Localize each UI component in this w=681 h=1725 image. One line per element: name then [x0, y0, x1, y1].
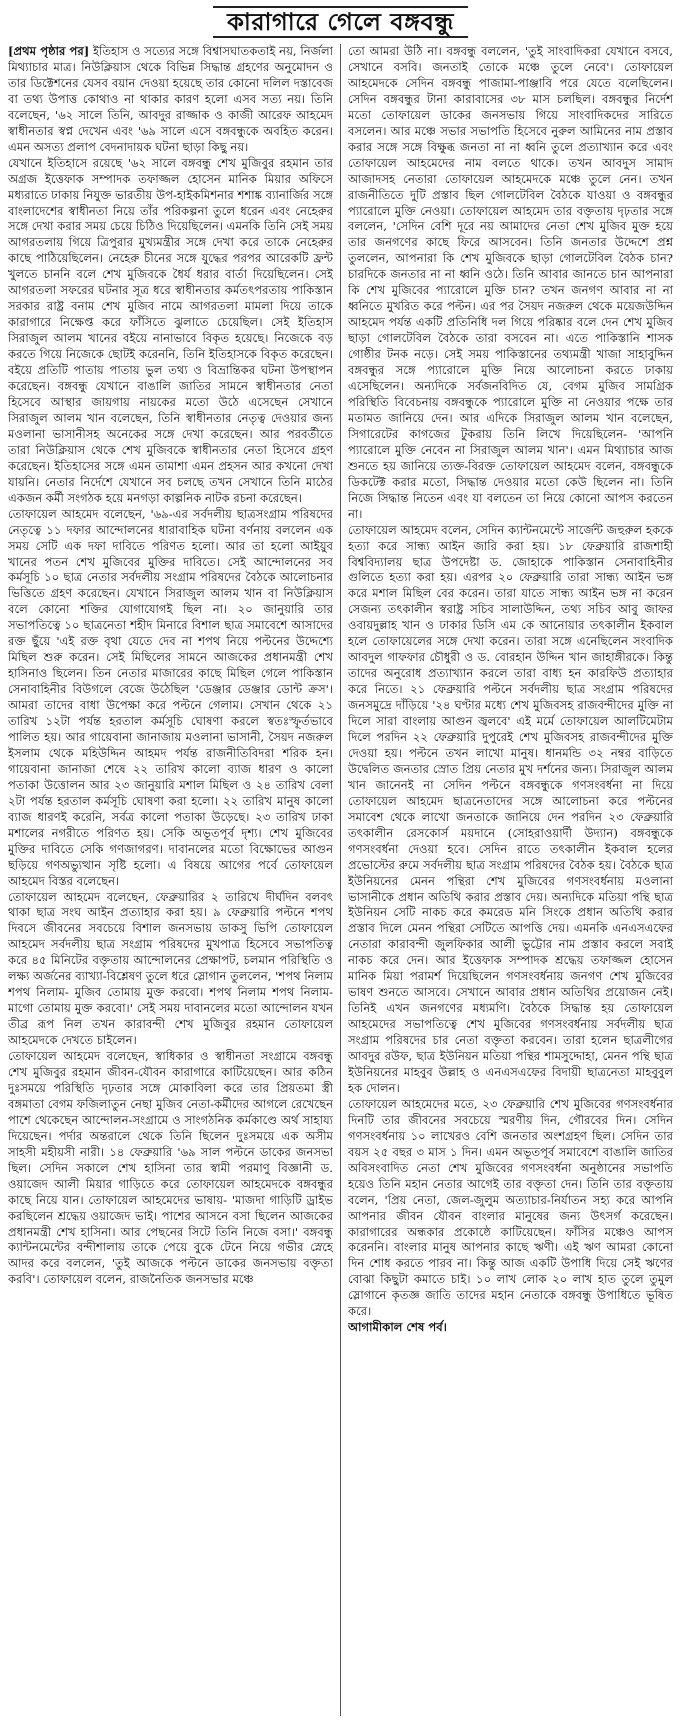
left-column — [8, 44, 333, 1716]
paragraph: তো আমরা উঠি না। বঙ্গবন্ধু বললেন, 'তুই সাংবাদিকরা যেখানে বসবে, সেখানে বসবি। জনতাই তোকে মঞ্চে তুলে নেবে'। তোফায়েল আহমেদকে সেদিন বঙ্গবন্ধু পাজামা-পাঞ্জাবি পরে যেতে বলেছিলেন। সেদিন বঙ্গবন্ধুর টানা কারাবাসের ৩৮ মাস চলছিল। বঙ্গবন্ধুর নির্দেশ মতো তোফায়েল ডাকের জনসভায় গিয়ে সাংবাদিকদের সারিতে বসলেন। আর মঞ্চে সভার সভাপতি হিসেবে নুরুল আমিনের নাম প্রস্তাব করার সঙ্গে সঙ্গে বিক্ষুব্ধ জনতা না না ধ্বনি তুলে প্রত্যাখ্যান করে এবং তোফায়েল আহমেদের নাম বলতে থাকে। তখন আবদুস সামাদ আজাদসহ নেতারা তোফায়েল আহমেদকে মঞ্চে তুলে নেন। তখন রাজনীতিতে দুটি প্রস্তাব ছিল গোলটেবিল বৈঠকে যাওয়া ও বঙ্গবন্ধুর প্যারোলে মুক্তি নেওয়া। তোফায়েল আহমেদ তার বক্তৃতায় দৃঢ়তার সঙ্গে বললেন, 'সেদিন বেশি দূরে নয় আমাদের নেতা শেখ মুজিব মুক্ত হয়ে তার জনগণের কাছে ফিরে আসবেন। তিনি জনতার উদ্দেশে প্রশ্ন তুললেন, আপনারা কি শেখ মুজিবকে ছাড়া গোলটেবিল বৈঠক চান? চারদিকে জনতার না না ধ্বনি ওঠে। তিনি আবার জানতে চান আপনারা কি শেখ মুজিবের প্যারোলে মুক্তি চান? তখন জনগণ আবার না না ধ্বনিতে মুখরিত করে পল্টন। এর পর সৈয়দ নজরুল থেকে ময়েজউদ্দিন আহমেদ পর্যন্ত একটি প্রতিনিধি দল গিয়ে পরিষ্কার বলে দেন শেখ মুজিব ছাড়া গোলটেবিল বৈঠকে তারা বসবেন না। এতে পাকিস্তানি শাসক গোষ্ঠীর টনক নড়ে। সেই সময় পাকিস্তানের তথ্যমন্ত্রী খাজা সাহাবুদ্দিন বঙ্গবন্ধুর সঙ্গে প্যারোলে মুক্তি নিয়ে আলোচনা করতে ঢাকায় এসেছিলেন। অন্যদিকে সর্বজনবিদিত যে, বেগম মুজিব সামগ্রিক পরিস্থিতি বিবেচনায় বঙ্গবন্ধুকে প্যারোলে মুক্তি না নেওয়ার পক্ষে তার মতামত জানিয়ে দেন। আর এদিকে সিরাজুল আলম খান বলেছেন, সিগারেটের কাগজের টুকরায় তিনি লিখে দিয়েছিলেন- 'আপনি প্যারোলে মুক্তি নেবেন না সিরাজুল আলম খান'। এমন মিথ্যাচার আজ শুনতে হয় জানিয়ে ত্যক্ত-বিরক্ত তোফায়েল আহমেদ বলেন, বঙ্গবন্ধুকে ডিকটেক্ট করার মতো, সিদ্ধান্ত দেওয়ার মতো কেউ ছিলেন না। তিনি নিজে সিদ্ধান্ত নিতেন এবং যা বলতেন তা নিয়ে কোনো আপস করতেন না। — [348, 44, 673, 521]
paragraph: তোফায়েল আহমেদের মতে, ২৩ ফেব্রুয়ারি শেখ মুজিবের গণসংবর্ধনার দিনটি তার জীবনের সবচেয়ে স্মরণীয় দিন, গৌরবের দিন। সেদিন গণসংবর্ধনায় ১০ লাখেরও বেশি জনতার অংশগ্রহণ ছিল। সেদিন তার বয়স ২৫ বছর ৩ মাস ১ দিন। এমন অভূতপূর্ব সমাবেশে বাঙালি জাতির অবিসংবাদিত নেতা শেখ মুজিবের গণসংবর্ধনা অনুষ্ঠানের সভাপতি হয়েও তিনি মহান নেতার আগেই তার বক্তৃতা দেন। তিনি তার বক্তৃতায় বলেন, 'প্রিয় নেতা, জেল-জুলুম অত্যাচার-নির্যাতন সহ্য করে আপনি আপনার জীবন যৌবন বাংলার মানুষের জন্য উৎসর্গ করেছেন। কারাগারের অন্ধকার প্রকোষ্ঠে কাটিয়েছেন। ফাঁসির মঞ্চেও আপস করেননি। বাংলার মানুষ আপনার কাছে ঋণী। এই ঋণ আমরা কোনো দিন শোধ করতে পারব না। কিন্তু আজ একটি উপাধি দিয়ে সেই ঋণের বোঝা কিছুটা কমাতে চাই। ১০ লাখ লোক ২০ লাখ হাত তুলে তুমুল স্লোগানে কৃতজ্ঞ জাতি তাদের মহান নেতাকে বঙ্গবন্ধু উপাধিতে ভূষিত করে। — [348, 1096, 673, 1319]
paragraph — [8, 44, 333, 156]
article-headline: কারাগারে গেলে বঙ্গবন্ধু — [213, 6, 468, 38]
continued-note: আগামীকাল শেষ পর্ব। — [348, 1320, 447, 1335]
paragraph-text: ইতিহাস ও সত্যের সঙ্গে বিশ্বাসঘাতকতাই নয়, নির্জলা মিথ্যাচার মাত্র। নিউক্লিয়াস থেকে বিভিন্ন সিদ্ধান্ত গ্রহণের অনুমোদন ও তার ডিক্টেশনের যেসব বয়ান দেওয়া হয়েছে তার কোনো দলিল দস্তাবেজ বা তথ্য উপাত্ত কোথাও না থাকার কারণ হলো এসব সত্য নয়। তিনি বলেছেন, '৬২ সালে তিনি, আবদুর রাজ্জাক ও কাজী আরেফ আহমেদ স্বাধীনতার স্বপ্ন দেখেন এবং '৬৯ সালে এসে বঙ্গবন্ধুকে অবহিত করেন। এমন অসত্য প্রলাপ বেদনাদায়ক ঘটনা ছাড়া কিছু নয়। — [8, 44, 333, 154]
paragraph: যেখানে ইতিহাসে রয়েছে '৬২ সালে বঙ্গবন্ধু শেখ মুজিবুর রহমান তার অগ্রজ ইত্তেফাক সম্পাদক তফাজ্জল হোসেন মানিক মিয়ার অফিসে মধ্যরাতে ঢাকায় নিযুক্ত ভারতীয় উপ-হাইকমিশনার শশাঙ্ক ব্যানার্জির সঙ্গে বাংলাদেশের স্বাধীনতা নিয়ে তাঁর পরিকল্পনা তুলে ধরেন এবং নেহেরুর সঙ্গে দেখা করার সময় চেয়ে চিঠিও দিয়েছিলেন। এমনকি তিনি সেই সময় আগরতলায় গিয়ে ত্রিপুরার মুখ্যমন্ত্রীর সঙ্গে দেখা করে তাকে নেহেরুর কাছে পাঠিয়েছিলেন। নেহেরু চীনের সঙ্গে যুদ্ধের পরপর আরেকটি ফ্রন্ট খুলতে চাননি বলে শেখ মুজিবকে ধৈর্য ধরার বার্তা দিয়েছিলেন। সেই আগরতলা সফরের ঘটনার সূত্র ধরে স্বাধীনতার কর্মতৎপরতায় পাকিস্তান সরকার রাষ্ট্র বনাম শেখ মুজিব নামে আগরতলা মামলা দিয়ে তাকে কারাগারে নিক্ষেপ্ত করে ফাঁসিতে ঝুলাতে চেয়েছিল। সেই ইতিহাস সিরাজুল আলম খানের বইয়ে নানাভাবে বিকৃত হয়েছে। নিজেকে বড় করতে গিয়ে নিজেকে ছোটই করেননি, তিনি ইতিহাসকে বিকৃত করেছেন। বইয়ে প্রতিটি পাতায় পাতায় ভুল তথ্য ও বিভ্রান্তিকর ঘটনা উপস্থাপন করেছেন। বঙ্গবন্ধু যেখানে বাঙালি জাতির সামনে স্বাধীনতার নেতা হিসেবে আস্থার জায়গায় নায়কের মতো উঠে এসেছেন সেখানে সিরাজুল আলম খান বলেছেন, তিনি স্বাধীনতার নেতৃত্ব দেওয়ার জন্য মওলানা ভাসানীসহ অনেকের সঙ্গে দেখা করেছেন। আর পরবর্তীতে তারা নিউক্লিয়াস থেকে শেখ মুজিবকে স্বাধীনতার নেতা হিসেবে গ্রহণ করেছেন। ইতিহাসের সঙ্গে এমন তামাশা এমন প্রহসন আর কখনো দেখা যায়নি। নেতার নির্দেশে যেখানে সব চলছে তখন সেখানে তিনি মাঠের একজন কর্মী সংগঠক হয়ে মনগড়া কাল্পনিক নাটক রচনা করেছেন। — [8, 155, 333, 505]
column-divider — [340, 44, 341, 1716]
article-columns — [8, 44, 673, 1716]
right-column — [348, 44, 673, 1716]
paragraph: তোফায়েল আহমেদ বলেছেন, স্বাধিকার ও স্বাধীনতা সংগ্রামে বঙ্গবন্ধু শেখ মুজিবুর রহমান জীবন-যৌবন কারাগারে কাটিয়েছেন। আর কঠিন দুঃসময়ে পরিস্থিতি দৃঢ়তার সঙ্গে মোকাবিলা করে তার প্রিয়তমা স্ত্রী বঙ্গমাতা বেগম ফজিলাতুন নেছা মুজিব নেতা-কর্মীদের আগলে রেখেছেন পাশে থেকেছেন আন্দোলন-সংগ্রামে ও সাংগঠনিক কর্মকাণ্ডে অর্থ সাহায্য দিয়েছেন। পর্দার অন্তরালে থেকে তিনি ছিলেন দুঃসময়ে এক অসীম সাহসী মহীয়সী নারী। ১৪ ফেব্রুয়ারি '৬৯ সাল পল্টনে ডাকের জনসভা ছিল। সেদিন সকালে শেখ হাসিনা তার স্বামী পরমাণু বিজ্ঞানী ড. ওয়াজেদ আলী মিয়ার গাড়িতে করে তোফায়েল আহমেদকে বঙ্গবন্ধুর কাছে নিয়ে যান। তোফায়েল আহমেদের ভাষায়- 'মাজদা গাড়িটি ড্রাইভ করছিলেন শ্রদ্ধেয় ওয়াজেদ ভাই। পাশের আসনে বসা ছিলেন আজকের প্রধানমন্ত্রী শেখ হাসিনা। আর পেছনের সিটে তিনি নিজে বসা।' বঙ্গবন্ধু ক্যান্টনমেন্টের বন্দীশালায় তাকে পেয়ে বুকে টেনে নিয়ে গভীর স্নেহে আদর করে বললেন, 'তুই আজকে পল্টনে ডাকের জনসভায় বক্তৃতা করবি'। তোফায়েল বলেন, রাজনৈতিক জনসভার মঞ্চে — [8, 1049, 333, 1287]
headline-wrap — [8, 6, 673, 40]
paragraph: তোফায়েল আহমেদ বলেছেন, ফেব্রুয়ারির ২ তারিখে দীর্ঘদিন বলবৎ থাকা ছাত্র সংঘ আইন প্রত্যাহার করা হয়। ৯ ফেব্রুয়ারি পল্টনে শপথ দিবসে জীবনের সবচেয়ে বিশাল জনসভায় ডাকসু ভিপি তোফায়েল আহমেদ সর্বদলীয় ছাত্র সংগ্রাম পরিষদের মুখপাত্র হিসেবে সভাপতিত্ব করে ৪৫ মিনিটের বক্তৃতায় আন্দোলনের প্রেক্ষাপট, চলমান পরিস্থিতি ও লক্ষ্য অর্জনের ব্যাখ্যা-বিশ্লেষণ তুলে ধরে স্লোগান তুললেন, 'শপথ নিলাম শপথ নিলাম- মুজিব তোমায় মুক্ত করবো। শপথ নিলাম শপথ নিলাম- মাগো তোমায় মুক্ত করবো।' সেই সময় দাবানলের মতো আন্দোলন যখন তীব্র রূপ নিল তখন কারাবন্দী শেখ মুজিবুর রহমান তোফায়েল আহমেদকে দেখতে চাইলেন। — [8, 889, 333, 1048]
paragraph: তোফায়েল আহমেদ বলেছেন, '৬৯-এর সর্বদলীয় ছাত্রসংগ্রাম পরিষদের নেতৃত্বে ১১ দফার আন্দোলনের ধারাবাহিক ঘটনা বর্ণনায় বললেন এক সময় সেটি এক দফা দাবিতে পরিণত হলো। আর তা হলো আইয়ুব খানের পতন শেখ মুজিবের মুক্তির দাবিতে। সেই আন্দোলনের সব কর্মসূচি ১০ ছাত্র নেতার সর্বদলীয় সংগ্রাম পরিষদের বৈঠকে আলোচনার ভিত্তিতে গ্রহণ করেছেন। যেখানে সিরাজুল আলম খান বা নিউক্লিয়াস বলে কোনো শক্তির যোগাযোগই ছিল না। ২০ জানুয়ারি তার সভাপতিত্বে ১০ ছাত্রনেতা শহীদ মিনারে বিশাল ছাত্র সমাবেশে আসাদের রক্ত ছুঁয়ে 'এই রক্ত বৃথা যেতে দেব না শপথ নিয়ে পল্টনের উদ্দেশ্যে মিছিল শুরু করেন। সেই মিছিলের সামনে আজকের প্রধানমন্ত্রী শেখ হাসিনাও ছিলেন। তিন নেতার মাজারের কাছে মিছিল গেলে পাকিস্তান সেনাবাহিনীর বিউগলে বেজে উঠেছিল 'ডেঞ্জার ডেঞ্জার ডোন্ট ক্রস'। আমরা তাদের বাধা উপেক্ষা করে পল্টনে গেলাম। সেখান থেকে ২১ তারিখ ১২টা পর্যন্ত হরতাল কর্মসূচি ঘোষণা করলে স্বতঃস্ফূর্তভাবে পালিত হয়। আর গায়েবানা জানাজায় মওলানা ভাসানী, সৈয়দ নজরুল ইসলাম থেকে মহিউদ্দিন আহমদ পর্যন্ত রাজনীতিবিদরা শরিক হন। গায়েবানা জানাজা শেষে ২২ তারিখ কালো ব্যাজ ধারণ ও কালো পতাকা উত্তোলন আর ২৩ জানুয়ারি মশাল মিছিল ও ২৪ তারিখ বেলা ২টা পর্যন্ত হরতাল কর্মসূচি ঘোষণা করা হলো। ২২ তারিখ মানুষ কালো ব্যাজ ধারণই করেনি, সর্বত্র কালো পতাকা উড়েছে। ২৩ তারিখ ঢাকা মশালের নগরীতে পরিণত হয়। সেকি অভূতপূর্ব দৃশ্য। শেখ মুজিবের মুক্তির দাবিতে সেকি গণজাগরণ। দাবানলের মতো বিক্ষোভের আগুন ছড়িয়ে গণঅভ্যুত্থান সৃষ্টি হলো। এ বিষয়ে আগের পর্বে তোফায়েল আহমেদ বিস্তর বলেছেন। — [8, 506, 333, 888]
paragraph: তোফায়েল আহমেদ বলেন, সেদিন ক্যান্টনমেন্টে সার্জেন্ট জহুরুল হককে হত্যা করে সান্ধ্য আইন জারি করা হয়। ১৮ ফেব্রুয়ারি রাজশাহী বিশ্ববিদ্যালয় ছাত্র উপদেষ্টা ড. জোহাকে পাকিস্তান সেনাবাহিনীর গুলিতে হত্যা করা হয়। এরপর ২০ ফেব্রুয়ারি তারা সান্ধ্য আইন ভঙ্গ করে মশাল মিছিল বের করেন। তারা যাতে সান্ধ্য আইন ভঙ্গ না করেন সেজন্য তৎকালীন স্বরাষ্ট্র সচিব সালাউদ্দিন, তথ্য সচিব আবু জাফর ওবায়দুল্লাহ খান ও ঢাকার ডিসি এম কে আনোয়ার তৎকালীন ইকবাল হলে তোফায়েলের সঙ্গে দেখা করেন। তারা সঙ্গে এনেছিলেন সংবাদিক আবদুল গাফফার চৌধুরী ও ড. বোরহান উদ্দিন খান জাহাঙ্গীরকে। কিন্তু তাদের অনুরোধ প্রত্যাখ্যান করলে তারা বাধ্য হন কারফিউ প্রত্যাহার করে নিতে। ২১ ফেব্রুয়ারি পল্টনে সর্বদলীয় ছাত্র সংগ্রাম পরিষদের জনসমুদ্রে দাঁড়িয়ে '২৪ ঘণ্টার মধ্যে শেখ মুজিবসহ রাজবন্দীদের মুক্তি না দিলে সারা বাংলায় আগুন জ্বলবে' এই মর্মে তোফায়েল আলটিমেটাম দিলে পরদিন ২২ ফেব্রুয়ারি দুপুরেই শেখ মুজিবসহ রাজবন্দীদের মুক্তি দেওয়া হয়। পল্টনে তখন লাখো মানুষ। ধানমন্ডি ৩২ নম্বর বাড়িতে উদ্বেলিত জনতার স্রোত প্রিয় নেতার মুখ দর্শনের জন্য। সিরাজুল আলম খান জানেনই না সেদিন পল্টনে বঙ্গবন্ধুকে গণসংবর্ধনা না দিয়ে তোফায়েল আহমেদ ছাত্রনেতাদের সঙ্গে আলোচনা করে পল্টনের সমাবেশ থেকে লাখো জনতাকে জানিয়ে দেন পরদিন ২৩ ফেব্রুয়ারি তৎকালীন রেসকোর্স ময়দানে (সোহরাওয়ার্দী উদ্যান) বঙ্গবন্ধুকে গণসংবর্ধনা দেওয়া হবে। সেদিন রাতে তৎকালীন ইকবাল হলের প্রভোস্টের রুমে সর্বদলীয় ছাত্র সংগ্রাম পরিষদের বৈঠক হয়। বৈঠকে ছাত্র ইউনিয়নের মেনন পন্থিরা শেখ মুজিবের গণসংবর্ধনায় মওলানা ভাসানীকে প্রধান অতিথি করার প্রস্তাব দেয়। অন্যদিকে মতিয়া পন্থি ছাত্র ইউনিয়ন সেটি নাকচ করে কমরেড মনি সিংকে প্রধান অতিথি করার প্রস্তাব দিলে মেনন পন্থিরা সেটিতে আপত্তি দেয়। এমনকি এনএসএফের নেতারা কারাবন্দী জুলফিকার আলী ভুট্টোর নাম প্রস্তাব করলে সবাই নাকচ করে দেন। আর ইত্তেফাক সম্পাদক শ্রদ্ধেয় তফাজ্জল হোসেন মানিক মিয়া পরামর্শ দিয়েছিলেন গণসংবর্ধনায় জনগণ শেখ মুজিবের ভাষণ শুনতে আসবে। সেখানে আবার প্রধান অতিথির প্রয়োজন নেই। তিনিই এখন জনগণের মধ্যমণি। বৈঠকে সিদ্ধান্ত হয় তোফায়েল আহমেদের সভাপতিত্বে শেখ মুজিবের গণসংবর্ধনায় সর্বদলীয় ছাত্র সংগ্রাম পরিষদের চার নেতা বক্তৃতা করবেন। তারা হলেন ছাত্রলীগের আবদুর রউফ, ছাত্র ইউনিয়ন মতিয়া পন্থির শামসুদ্দোহা, মেনন পন্থি ছাত্র ইউনিয়নের মাহবুব উল্লাহ ও এনএসএফের বিদায়ী ছাত্রনেতা মাহবুবুল হক দোলন। — [348, 522, 673, 1095]
continuation-label: [প্রথম পৃষ্ঠার পর] — [8, 44, 90, 58]
